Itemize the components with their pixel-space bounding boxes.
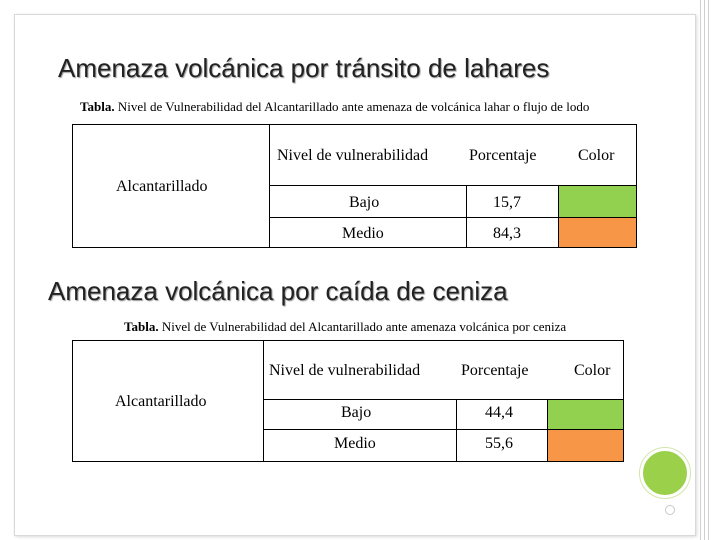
caption-text: Nivel de Vulnerabilidad del Alcantarillado ante amenaza volcánica por ceniza: [158, 319, 567, 334]
right-border-line: [700, 0, 701, 540]
header-nivel: Nivel de vulnerabilidad: [277, 147, 429, 164]
table-divider: [466, 185, 467, 247]
right-border-line: [708, 0, 709, 540]
caption-prefix: Tabla.: [80, 99, 115, 114]
color-swatch-green: [547, 400, 623, 429]
section2-title: Amenaza volcánica por caída de ceniza: [48, 276, 508, 306]
header-color: Color: [578, 147, 615, 164]
caption-prefix: Tabla.: [124, 319, 159, 334]
lahar-table: [72, 124, 637, 248]
percent-bajo: 15,7: [493, 194, 521, 211]
decorative-green-circle: [640, 448, 690, 498]
caption-text: Nivel de Vulnerabilidad del Alcantarillado ante amenaza de volcánica lahar o flujo de lodo: [114, 99, 590, 114]
color-swatch-green: [558, 186, 636, 217]
header-nivel: Nivel de vulnerabilidad: [269, 362, 421, 379]
section1-caption: [80, 99, 589, 115]
table-divider: [269, 125, 270, 247]
level-bajo: Bajo: [341, 404, 372, 421]
header-porcentaje: Porcentaje: [469, 147, 537, 164]
table-divider: [263, 341, 264, 461]
percent-medio: 84,3: [493, 225, 521, 242]
level-medio: Medio: [342, 225, 384, 242]
right-border-line: [704, 0, 705, 540]
color-swatch-orange: [547, 430, 623, 461]
header-porcentaje: Porcentaje: [461, 362, 529, 379]
row-label: Alcantarillado: [116, 178, 208, 195]
level-bajo: Bajo: [349, 194, 380, 211]
section1-title: Amenaza volcánica por tránsito de lahares: [58, 53, 550, 83]
percent-medio: 55,6: [485, 435, 513, 452]
decorative-small-circle: [665, 505, 675, 515]
color-swatch-orange: [558, 218, 636, 247]
row-label: Alcantarillado: [115, 393, 207, 410]
level-medio: Medio: [334, 435, 376, 452]
table-divider: [456, 399, 457, 461]
section2-caption: [124, 319, 566, 335]
header-color: Color: [574, 362, 611, 379]
ceniza-table: [72, 340, 624, 462]
percent-bajo: 44,4: [485, 404, 513, 421]
